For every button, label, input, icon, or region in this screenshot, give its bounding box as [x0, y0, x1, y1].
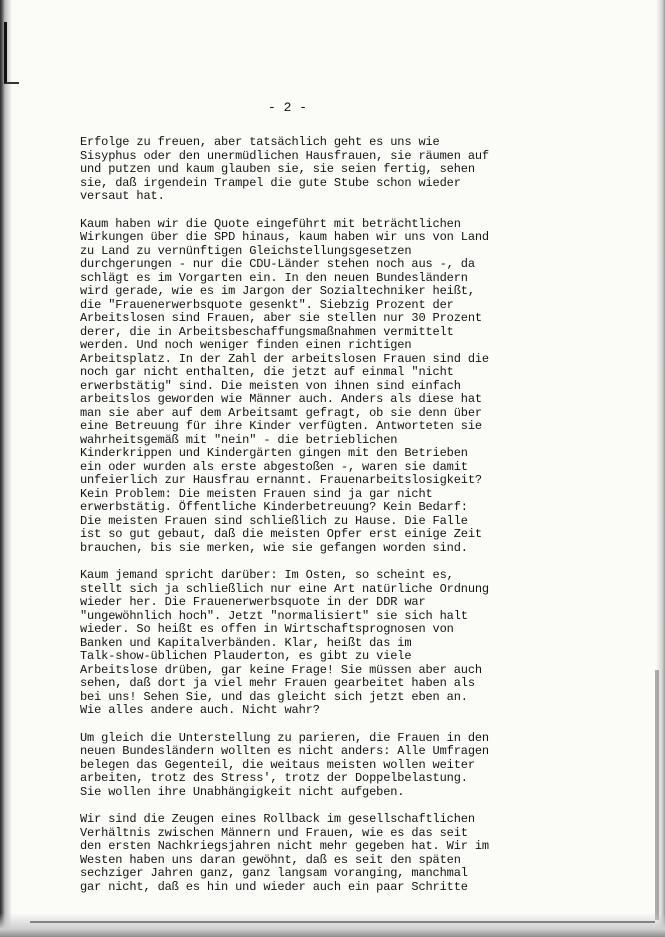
document-body: [80, 136, 500, 908]
text-line: noch gar nicht enthalten, die jetzt auf einmal "nicht: [80, 365, 454, 379]
scan-bottom-line: [30, 921, 655, 923]
scan-bottom-edge: [0, 911, 665, 937]
text-line: Kaum jemand spricht darüber: Im Osten, so scheint es,: [80, 568, 454, 582]
paragraph-4: [80, 732, 500, 800]
text-line: Sie wollen ihre Unabhängigkeit nicht aufgeben.: [80, 784, 405, 799]
text-line: bei uns! Sehen Sie, und das gleicht sich jetzt eben an.: [80, 689, 468, 704]
text-line: Banken und Kapitalverbänden. Klar, heißt das im: [80, 635, 412, 650]
text-line: Die meisten Frauen sind schließlich zu Hause. Die Falle: [80, 513, 468, 528]
text-line: sie, daß irgendein Trampel die gute Stube schon wieder: [80, 175, 461, 190]
text-line: versaut hat.: [80, 189, 165, 203]
text-line: ein oder wurden als erste abgestoßen -, waren sie damit: [80, 459, 468, 474]
text-line: den ersten Nachkriegsjahren nicht mehr gegeben hat. Wir im: [80, 839, 489, 853]
text-line: stellt sich ja schließlich nur eine Art natürliche Ordnung: [80, 581, 489, 596]
scan-binding-mark: [4, 22, 19, 84]
text-line: durchgerungen - nur die CDU-Länder stehen noch aus -, da: [80, 257, 475, 271]
text-line: arbeitslos geworden wie Männer auch. Anders als diese hat: [80, 392, 482, 406]
text-line: derer, die in Arbeitsbeschaffungsmaßnahmen vermittelt: [80, 324, 454, 339]
text-line: Verhältnis zwischen Männern und Frauen, wie es das seit: [80, 825, 468, 840]
text-line: Erfolge zu freuen, aber tatsächlich geht es uns wie: [80, 135, 440, 149]
text-line: wahrheitsgemäß mit "nein" - die betrieblichen: [80, 432, 398, 447]
text-line: Wir sind die Zeugen eines Rollback im gesellschaftlichen: [80, 812, 475, 826]
text-line: gar nicht, daß es hin und wieder auch ein paar Schritte: [80, 879, 468, 894]
text-line: wird gerade, wie es im Jargon der Sozialtechniker heißt,: [80, 284, 475, 298]
text-line: unfeierlich zur Hausfrau ernannt. Frauenarbeitslosigkeit?: [80, 473, 482, 487]
page-number: - 2 -: [268, 100, 308, 115]
scan-left-edge: [0, 0, 14, 937]
text-line: werden. Und noch weniger finden einen richtigen: [80, 338, 412, 352]
text-line: Arbeitslose drüben, gar keine Frage! Sie müssen aber auch: [80, 662, 482, 677]
text-line: Talk-show-üblichen Plauderton, es gibt zu viele: [80, 649, 412, 663]
text-line: Sisyphus oder den unermüdlichen Hausfrauen, sie räumen auf: [80, 148, 489, 163]
text-line: Kaum haben wir die Quote eingeführt mit beträchtlichen: [80, 216, 461, 231]
text-line: sechziger Jahren ganz, ganz langsam voranging, manchmal: [80, 866, 468, 880]
text-line: Westen haben uns daran gewöhnt, daß es seit den späten: [80, 852, 461, 867]
text-line: Um gleich die Unterstellung zu parieren, die Frauen in den: [80, 730, 489, 745]
text-line: erwerbstätig. Öffentliche Kinderbetreuung? Kein Bedarf:: [80, 500, 468, 514]
paragraph-2: [80, 218, 500, 556]
text-line: belegen das Gegenteil, die weitaus meisten wollen weiter: [80, 757, 475, 772]
text-line: die "Frauenerwerbsquote gesenkt". Siebzig Prozent der: [80, 297, 454, 312]
paragraph-3: [80, 569, 500, 718]
paragraph-5: [80, 813, 500, 894]
text-line: schlägt es im Vorgarten ein. In den neuen Bundesländern: [80, 270, 468, 285]
text-line: Wie alles andere auch. Nicht wahr?: [80, 703, 320, 717]
text-line: Wirkungen über die SPD hinaus, kaum haben wir uns von Land: [80, 230, 489, 244]
text-line: Arbeitslosen sind Frauen, aber sie stellen nur 30 Prozent: [80, 311, 482, 325]
paragraph-1: [80, 136, 500, 204]
text-line: Arbeitsplatz. In der Zahl der arbeitslosen Frauen sind die: [80, 351, 489, 366]
text-line: sehen, daß dort ja viel mehr Frauen gearbeitet haben als: [80, 676, 475, 690]
text-line: erwerbstätig" sind. Die meisten von ihnen sind einfach: [80, 378, 461, 393]
text-line: ist so gut gebaut, daß die meisten Opfer erst einige Zeit: [80, 527, 482, 541]
text-line: man sie aber auf dem Arbeitsamt gefragt, ob sie denn über: [80, 405, 482, 420]
text-line: arbeiten, trotz des Stress', trotz der Doppelbelastung.: [80, 771, 468, 785]
text-line: und putzen und kaum glauben sie, sie seien fertig, sehen: [80, 162, 475, 176]
text-line: wieder her. Die Frauenerwerbsquote in der DDR war: [80, 595, 426, 609]
text-line: Kinderkrippen und Kindergärten gingen mit den Betrieben: [80, 446, 468, 460]
text-line: brauchen, bis sie merken, wie sie gefangen worden sind.: [80, 540, 468, 555]
text-line: zu Land zu vernünftigen Gleichstellungsgesetzen: [80, 243, 412, 258]
text-line: wieder. So heißt es offen in Wirtschaftsprognosen von: [80, 622, 454, 636]
scan-right-shadow: [655, 670, 659, 920]
text-line: neuen Bundesländern wollten es nicht anders: Alle Umfragen: [80, 744, 489, 758]
text-line: Kein Problem: Die meisten Frauen sind ja gar nicht: [80, 486, 433, 501]
text-line: "ungewöhnlich hoch". Jetzt "normalisiert" sie sich halt: [80, 608, 468, 623]
text-line: eine Betreuung für ihre Kinder verfügten. Antworteten sie: [80, 419, 482, 433]
